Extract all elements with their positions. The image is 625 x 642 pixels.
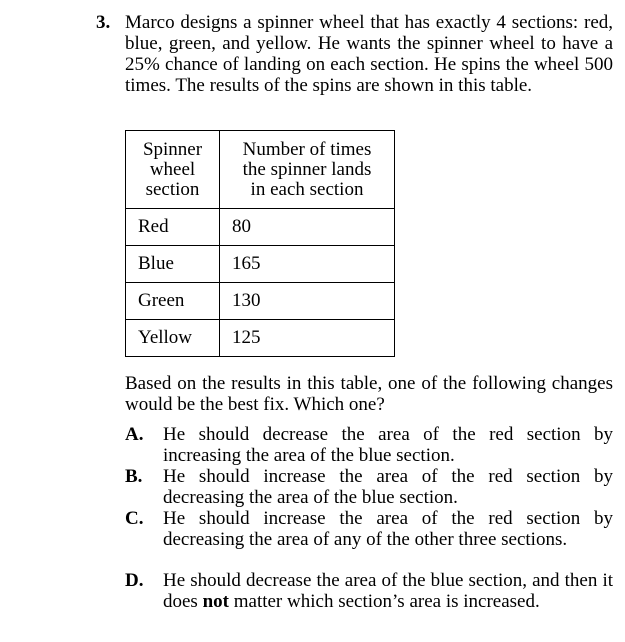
header-section-line: section bbox=[145, 178, 200, 200]
choice-d-emphasis: not bbox=[202, 591, 229, 612]
results-table bbox=[125, 130, 395, 357]
choice-a-text: He should decrease the area of the red section by increasing the area of the blue section. bbox=[163, 424, 613, 466]
choice-c-letter: C. bbox=[125, 508, 144, 529]
choice-b-letter: B. bbox=[125, 466, 143, 487]
table-row bbox=[126, 246, 395, 283]
section-cell: Red bbox=[126, 209, 220, 246]
choice-c-text: He should increase the area of the red section by decreasing the area of any of the other three sections. bbox=[163, 508, 613, 550]
header-count-line: the spinner lands bbox=[242, 158, 372, 180]
count-cell: 125 bbox=[220, 320, 395, 357]
choice-d-text-after: matter which section’s area is increased. bbox=[228, 591, 540, 612]
choice-d-text-before: He should decrease the area of the blue section, and then it does bbox=[163, 570, 613, 612]
choice-a-letter: A. bbox=[125, 424, 144, 445]
header-section-line: Spinner bbox=[142, 138, 203, 160]
table-row bbox=[126, 209, 395, 246]
table-header-row bbox=[126, 131, 395, 209]
section-cell: Blue bbox=[126, 246, 220, 283]
question-stem: Marco designs a spinner wheel that has exactly 4 sections: red, blue, green, and yellow. He wants the spinner wheel to have a 25% chance of landing on each section. He spins the wheel 500 times. The results of the spins are shown in this table. bbox=[125, 12, 613, 96]
section-cell: Yellow bbox=[126, 320, 220, 357]
choice-d-letter: D. bbox=[125, 570, 144, 591]
choice-b-text: He should increase the area of the red section by decreasing the area of the blue section. bbox=[163, 466, 613, 508]
header-section-line: wheel bbox=[149, 158, 196, 180]
question-prompt: Based on the results in this table, one of the following changes would be the best fix. Which one? bbox=[125, 373, 613, 415]
header-count-line: in each section bbox=[250, 178, 364, 200]
count-cell: 80 bbox=[220, 209, 395, 246]
header-count-line: Number of times bbox=[242, 138, 372, 160]
choice-d-text bbox=[163, 570, 613, 612]
count-cell: 130 bbox=[220, 283, 395, 320]
header-section bbox=[126, 131, 220, 209]
table-row bbox=[126, 283, 395, 320]
section-cell: Green bbox=[126, 283, 220, 320]
header-count bbox=[220, 131, 395, 209]
question-number: 3. bbox=[96, 12, 111, 33]
count-cell: 165 bbox=[220, 246, 395, 283]
table-row bbox=[126, 320, 395, 357]
